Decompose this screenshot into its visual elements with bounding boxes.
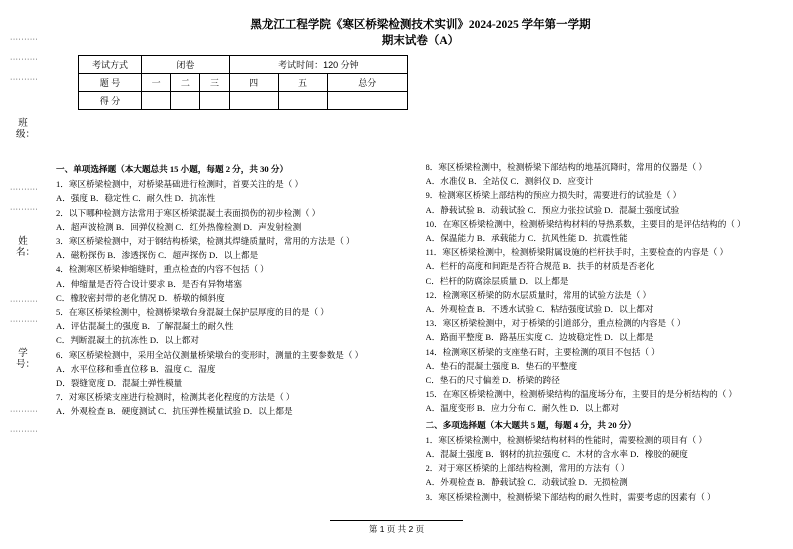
- dot-line-1: ··········: [10, 36, 39, 43]
- answer-options: A．伸缩量是否符合设计要求 B．是否有异物堵塞: [56, 278, 242, 289]
- dot-line-8: ··········: [10, 408, 39, 415]
- question-number-2: 二: [171, 74, 200, 92]
- exam-title-line1: 黑龙江工程学院《寒区桥梁检测技术实训》2024-2025 学年第一学期: [250, 19, 591, 31]
- left-column: [56, 160, 404, 515]
- answer-options: A．评估混凝土的强度 B．了解混凝土的耐久性: [56, 321, 234, 332]
- score-cell-1[interactable]: [142, 92, 171, 110]
- question-text: 14．检测寒区桥梁的支座垫石时，主要检测的项目不包括（ ）: [425, 346, 660, 357]
- answer-options: A．超声波检测 B．回弹仪检测 C．红外热像检测 D．声发射检测: [56, 221, 302, 232]
- question-text: 2．对于寒区桥梁的上部结构检测，常用的方法有（ ）: [425, 463, 630, 474]
- section-heading: 二、多项选择题（本大题共 5 题，每题 4 分，共 20 分）: [425, 419, 637, 430]
- question-number-5: 五: [278, 74, 327, 92]
- answer-options: A．温度变形 B．应力分布 C．耐久性 D．以上都对: [425, 403, 620, 414]
- question-number-4: 四: [229, 74, 278, 92]
- exam-mode-label: 考试方式: [79, 56, 142, 74]
- answer-options: C．判断混凝土的抗冻性 D．以上都对: [56, 335, 199, 346]
- score-cell-3[interactable]: [200, 92, 229, 110]
- question-text: 10．在寒区桥梁检测中，检测桥梁结构材料的导热系数，主要目的是评估结构的（ ）: [425, 218, 746, 229]
- page-footer: 第 1 页 共 2 页: [368, 524, 425, 534]
- question-number-label: 题 号: [79, 74, 142, 92]
- dot-line-6: ··········: [10, 298, 39, 305]
- dot-line-5: ··········: [10, 206, 39, 213]
- question-text: 4．检测寒区桥梁伸缩缝时，重点检查的内容不包括（ ）: [56, 264, 269, 275]
- question-text: 12．检测寒区桥梁的防水层质量时，常用的试验方法是（ ）: [425, 289, 652, 300]
- question-text: 1．寒区桥梁检测中，对桥梁基础进行检测时，首要关注的是（ ）: [56, 179, 304, 190]
- exam-title-line2: 期末试卷（A）: [381, 35, 460, 47]
- question-text: 15．在寒区桥梁检测中，检测桥梁结构的温度场分布，主要目的是分析结构的（ ）: [425, 389, 738, 400]
- score-cell-5[interactable]: [278, 92, 327, 110]
- answer-options: A．栏杆的高度和间距是否符合规范 B．扶手的材质是否老化: [425, 261, 655, 272]
- score-cell-2[interactable]: [171, 92, 200, 110]
- exam-mode-value: 闭卷: [142, 56, 230, 74]
- question-text: 1．寒区桥梁检测中，检测桥梁结构材料的性能时，需要检测的项目有（ ）: [425, 434, 707, 445]
- name-field-label: 姓 名：: [16, 236, 36, 258]
- dot-line-4: ··········: [10, 186, 39, 193]
- table-row: [79, 74, 408, 92]
- answer-options: C．橡胶密封带的老化情况 D．桥墩的倾斜度: [56, 292, 225, 303]
- answer-options: A．水准仪 B．全站仪 C．测斜仪 D．应变计: [425, 176, 594, 187]
- question-text: 9．检测寒区桥梁上部结构的预应力损失时，需要进行的试验是（ ）: [425, 190, 682, 201]
- dot-line-3: ··········: [10, 76, 39, 83]
- exam-duration-value: 考试时间：120 分钟: [229, 56, 407, 74]
- question-text: 3．寒区桥梁检测中，对于钢结构桥梁，检测其焊缝质量时，常用的方法是（ ）: [56, 236, 355, 247]
- question-number-3: 三: [200, 74, 229, 92]
- student-id-field-label: 学 号：: [16, 348, 36, 370]
- dot-line-2: ··········: [10, 56, 39, 63]
- answer-options: A．保温能力 B．承载能力 C．抗风性能 D．抗震性能: [425, 233, 628, 244]
- score-label: 得 分: [79, 92, 142, 110]
- answer-options: A．外观检查 B．不透水试验 C．粘结强度试验 D．以上都对: [425, 304, 654, 315]
- question-text: 5．在寒区桥梁检测中，检测桥梁墩台身混凝土保护层厚度的目的是（ ）: [56, 307, 329, 318]
- question-text: 6．寒区桥梁检测中，采用全站仪测量桥梁墩台的变形时，测量的主要参数是（ ）: [56, 349, 364, 360]
- answer-options: C．垫石的尺寸偏差 D．桥梁的跨径: [425, 375, 560, 386]
- exam-body: [56, 160, 773, 515]
- question-text: 7．对寒区桥梁支座进行检测时，检测其老化程度的方法是（ ）: [56, 392, 295, 403]
- answer-options: A．路面平整度 B．路基压实度 C．边坡稳定性 D．以上都是: [425, 332, 654, 343]
- score-cell-4[interactable]: [229, 92, 278, 110]
- answer-options: A．垫石的混凝土强度 B．垫石的平整度: [425, 360, 578, 371]
- dot-line-9: ··········: [10, 428, 39, 435]
- footer-divider: [330, 520, 463, 521]
- question-text: 2．以下哪种检测方法常用于寒区桥梁混凝土表面损伤的初步检测（ ）: [56, 207, 321, 218]
- answer-options: A．外观检查 B．静载试验 C．动载试验 D．无损检测: [425, 477, 628, 488]
- answer-options: A．外观检查 B．硬度测试 C．抗压弹性模量试验 D．以上都是: [56, 406, 293, 417]
- score-cell-total[interactable]: [327, 92, 408, 110]
- document-header: [74, 18, 767, 49]
- answer-options: A．混凝土强度 B．钢材的抗拉强度 C．木材的含水率 D．橡胶的硬度: [425, 449, 688, 460]
- total-score-label: 总分: [327, 74, 408, 92]
- answer-options: A．静载试验 B．动载试验 C．预应力张拉试验 D．混凝土强度试验: [425, 204, 680, 215]
- binding-margin-strip: [10, 36, 54, 506]
- exam-info-table: [78, 55, 408, 110]
- class-field-label: 班 级：: [16, 118, 36, 140]
- table-row: [79, 92, 408, 110]
- question-text: 13．寒区桥梁检测中，对于桥梁的引道部分，重点检测的内容是（ ）: [425, 318, 686, 329]
- answer-options: C．栏杆的防腐涂层质量 D．以上都是: [425, 275, 569, 286]
- dot-line-7: ··········: [10, 318, 39, 325]
- question-text: 11．寒区桥梁检测中，检测桥梁附属设施的栏杆扶手时，主要检查的内容是（ ）: [425, 247, 729, 258]
- answer-options: A．强度 B．稳定性 C．耐久性 D．抗冻性: [56, 193, 216, 204]
- question-text: 3．寒区桥梁检测中，检测桥梁下部结构的耐久性时，需要考虑的因素有（ ）: [425, 491, 716, 502]
- table-row: [79, 56, 408, 74]
- right-column: [426, 160, 774, 515]
- section-heading: 一、单项选择题（本大题总共 15 小题，每题 2 分，共 30 分）: [56, 164, 289, 174]
- question-text: 8．寒区桥梁检测中，检测桥梁下部结构的地基沉降时，常用的仪器是（ ）: [425, 162, 707, 172]
- answer-options: A．水平位移和垂直位移 B．温度 C．湿度: [56, 363, 216, 374]
- answer-options: D．裂缝宽度 D．混凝土弹性模量: [56, 378, 183, 389]
- answer-options: A．磁粉探伤 B．渗透探伤 C．超声探伤 D．以上都是: [56, 250, 259, 261]
- question-number-1: 一: [142, 74, 171, 92]
